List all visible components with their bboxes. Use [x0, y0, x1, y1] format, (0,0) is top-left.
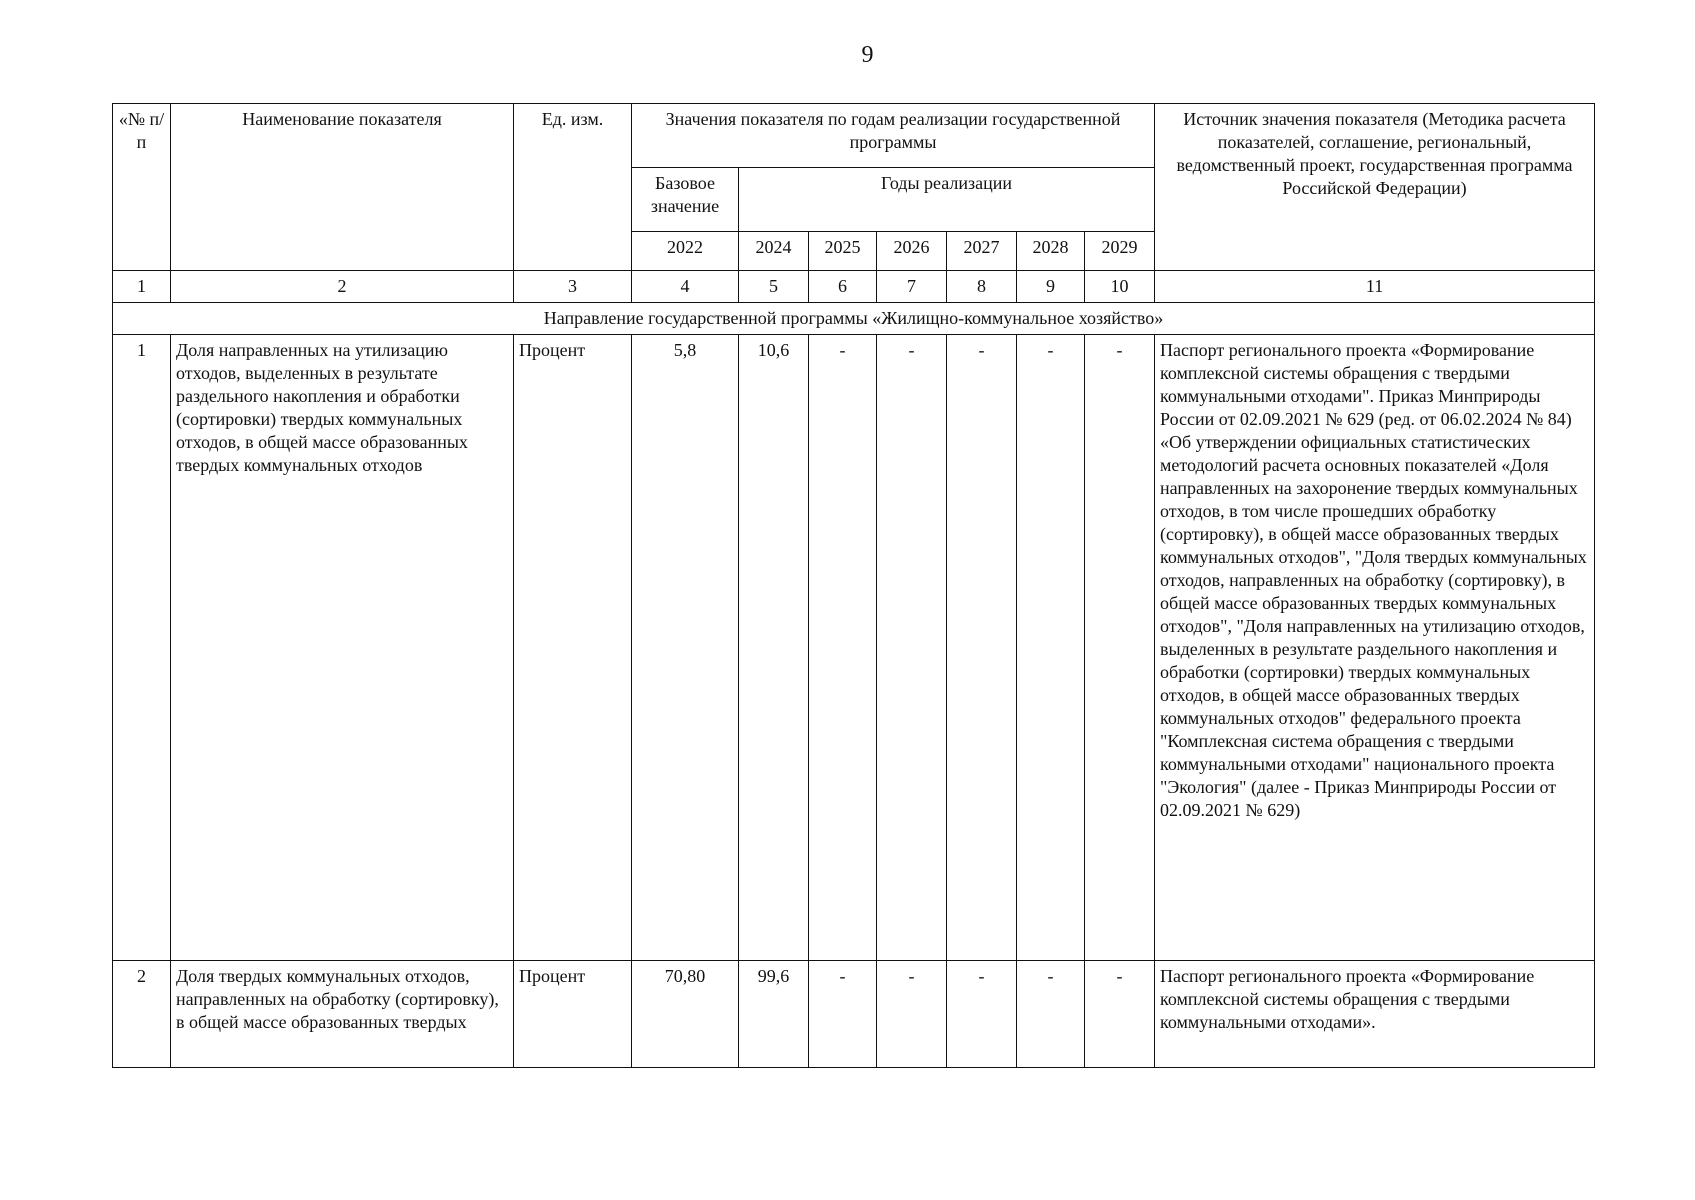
column-number: 11: [1155, 271, 1595, 303]
year-value: -: [1085, 961, 1155, 1068]
year-value: -: [1085, 335, 1155, 961]
year-value: -: [877, 961, 947, 1068]
year-value: -: [1017, 335, 1085, 961]
table-row: [113, 961, 1595, 1068]
indicator-name: Доля твердых коммунальных отходов, направленных на обработку (сортировку), в общей массе образованных твердых: [171, 961, 514, 1068]
column-number: 9: [1017, 271, 1085, 303]
header-row-1: [113, 104, 1595, 168]
year-value: -: [947, 335, 1017, 961]
year-value: -: [1017, 961, 1085, 1068]
header-years-group: Годы реализации: [739, 168, 1155, 232]
column-number: 7: [877, 271, 947, 303]
header-year: 2028: [1017, 232, 1085, 271]
indicator-source: Паспорт регионального проекта «Формирование комплексной системы обращения с твердыми коммунальными отходами».: [1155, 961, 1595, 1068]
page-number: 9: [861, 42, 874, 68]
year-value: -: [809, 335, 877, 961]
header-year: 2024: [739, 232, 809, 271]
section-row: [113, 303, 1595, 335]
column-number: 5: [739, 271, 809, 303]
row-number: 1: [113, 335, 171, 961]
column-number: 10: [1085, 271, 1155, 303]
column-number: 1: [113, 271, 171, 303]
indicator-source: Паспорт регионального проекта «Формирование комплексной системы обращения с твердыми коммунальными отходами". Приказ Минприроды России от 02.09.2021 № 629 (ред. от 06.02.2024 № 84) «Об утверждении официальных статистических методологий расчета основных показателей «Доля направленных на захоронение твердых коммунальных отходов, в том числе прошедших обработку (сортировку), в общей массе образованных твердых коммунальных отходов", "Доля твердых коммунальных отходов, направленных на обработку (сортировку), в общей массе образованных твердых коммунальных отходов", "Доля направленных на утилизацию отходов, выделенных в результате раздельного накопления и обработки (сортировки) твердых коммунальных отходов, в общей массе образованных твердых коммунальных отходов" федерального проекта "Комплексная система обращения с твердыми коммунальными отходами" национального проекта "Экология" (далее - Приказ Минприроды России от 02.09.2021 № 629): [1155, 335, 1595, 961]
header-unit: Ед. изм.: [514, 104, 632, 271]
header-source: Источник значения показателя (Методика расчета показателей, соглашение, региональный, ведомственный проект, государственная программа Российской Федерации): [1155, 104, 1595, 271]
column-number: 8: [947, 271, 1017, 303]
base-value: 70,80: [632, 961, 739, 1068]
table-row: [113, 335, 1595, 961]
header-base-value: Базовое значение: [632, 168, 739, 232]
header-name: Наименование показателя: [171, 104, 514, 271]
header-year: 2026: [877, 232, 947, 271]
column-number: 3: [514, 271, 632, 303]
header-year: 2027: [947, 232, 1017, 271]
year-value: -: [877, 335, 947, 961]
year-value: 10,6: [739, 335, 809, 961]
section-title: Направление государственной программы «Жилищно-коммунальное хозяйство»: [113, 303, 1595, 335]
base-value: 5,8: [632, 335, 739, 961]
header-no: «№ п/п: [113, 104, 171, 271]
column-numbers-row: [113, 271, 1595, 303]
row-number: 2: [113, 961, 171, 1068]
indicator-name: Доля направленных на утилизацию отходов, выделенных в результате раздельного накопления и обработки (сортировки) твердых коммунальных отходов, в общей массе образованных твердых коммунальных отходов: [171, 335, 514, 961]
indicator-unit: Процент: [514, 961, 632, 1068]
column-number: 4: [632, 271, 739, 303]
indicator-unit: Процент: [514, 335, 632, 961]
column-number: 2: [171, 271, 514, 303]
year-value: 99,6: [739, 961, 809, 1068]
header-values-group: Значения показателя по годам реализации государственной программы: [632, 104, 1155, 168]
header-year: 2029: [1085, 232, 1155, 271]
year-value: -: [809, 961, 877, 1068]
year-value: -: [947, 961, 1017, 1068]
header-year: 2025: [809, 232, 877, 271]
column-number: 6: [809, 271, 877, 303]
indicators-table: [112, 103, 1595, 1068]
header-base-year: 2022: [632, 232, 739, 271]
